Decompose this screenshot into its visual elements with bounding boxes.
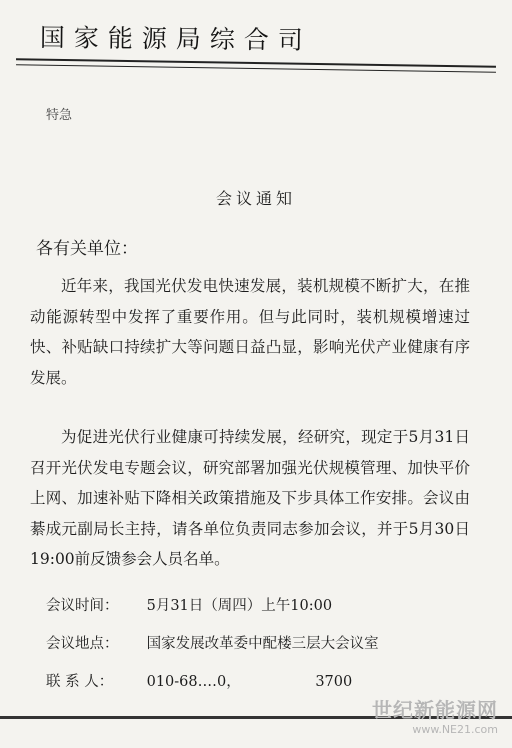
- body-paragraph-1: 近年来，我国光伏发电快速发展，装机规模不断扩大，在推动能源转型中发挥了重要作用。但与此同时，装机规模增速过快、补贴缺口持续扩大等问题日益凸显，影响光伏产业健康有序发展。: [30, 277, 470, 387]
- meeting-place-label: 会议地点：: [46, 636, 119, 652]
- meeting-place-value: 国家发展改革委中配楼三层大会议室: [146, 636, 379, 652]
- meeting-place: [46, 632, 379, 653]
- urgency-mark: 特急: [46, 108, 73, 123]
- meeting-time-value: 5月31日（周四）上午10:00: [146, 598, 333, 614]
- contact-phone: 010-68‥‥0，: [146, 674, 241, 690]
- watermark-text: 世纪新能源网: [372, 698, 498, 722]
- meeting-time-label: 会议时间：: [46, 598, 119, 614]
- site-watermark: [372, 694, 498, 736]
- meeting-time: [46, 594, 332, 615]
- contact-extension: 3700: [315, 674, 353, 690]
- body-paragraph-2: 为促进光伏行业健康可持续发展，经研究，现定于5月31日召开光伏发电专题会议，研究部署加强光伏规模管理、加快平价上网、加速补贴下降相关政策措施及下步具体工作安排。会议由綦成元副局长主持，请各单位负责同志参加会议，并于5月30日19:00前反馈参会人员名单。: [30, 428, 470, 568]
- watermark-url: www.NE21.com: [412, 723, 498, 736]
- salutation: 各有关单位：: [36, 239, 138, 259]
- contact-person: [46, 670, 352, 691]
- letterhead: 国家能源局综合司: [39, 22, 312, 55]
- contact-label: 联 系 人：: [46, 674, 114, 690]
- notice-title: 会议通知: [215, 189, 296, 208]
